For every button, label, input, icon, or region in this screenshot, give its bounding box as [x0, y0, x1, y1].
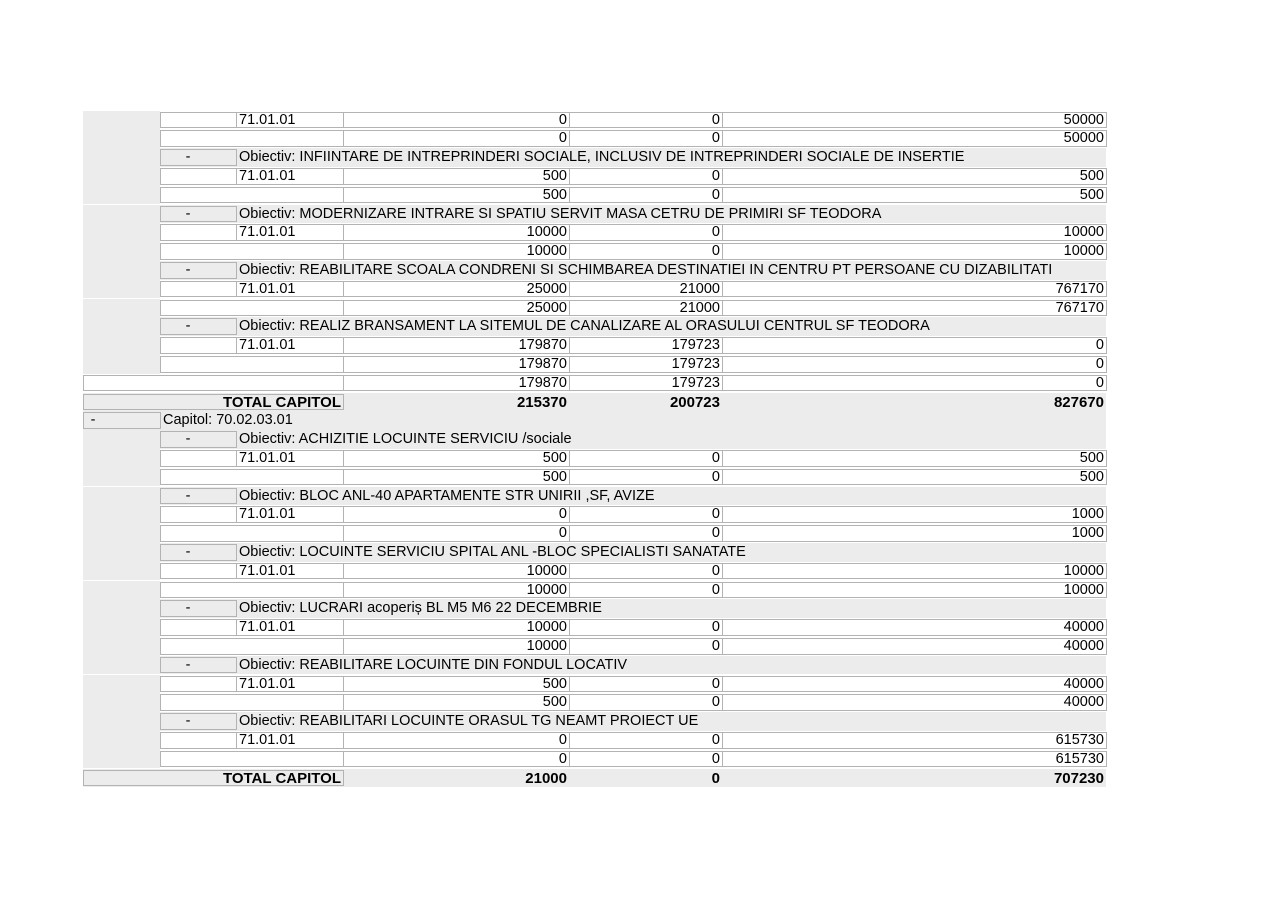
collapse-dash: - [90, 412, 96, 429]
economic-code: 71.01.01 [239, 449, 296, 466]
value-v3: 50000 [1063, 111, 1104, 128]
value-v1: 500 [542, 449, 567, 466]
value-v2: 0 [711, 525, 720, 542]
row-background [83, 750, 160, 769]
code-row [0, 223, 1280, 242]
objective-label: Obiectiv: MODERNIZARE INTRARE SI SPATIU SERVIT MASA CETRU DE PRIMIRI SF TEODORA [239, 205, 882, 222]
value-v1: 500 [542, 186, 567, 203]
value-v1: 10000 [526, 637, 567, 654]
subtotal-label-box [160, 130, 344, 147]
total-value-v2: 200723 [669, 393, 720, 411]
total-value-v2: 0 [711, 769, 720, 787]
code-row [0, 505, 1280, 524]
total-value-v1: 21000 [525, 769, 567, 787]
value-v3: 1000 [1071, 525, 1104, 542]
subtotal-row [0, 524, 1280, 543]
objective-label: Obiectiv: INFIINTARE DE INTREPRINDERI SOCIALE, INCLUSIV DE INTREPRINDERI SOCIALE DE INSERTIE [239, 149, 965, 166]
collapse-dash: - [185, 149, 191, 166]
objective-row [0, 148, 1280, 167]
total-row [0, 393, 1280, 412]
row-background [83, 167, 160, 186]
row-background [83, 618, 160, 637]
value-v3: 40000 [1063, 694, 1104, 711]
row-background [83, 562, 160, 581]
row-background [83, 129, 160, 148]
value-v2: 179723 [671, 374, 720, 391]
collapse-dash: - [185, 261, 191, 278]
subtotal-label-box [160, 525, 344, 542]
collapse-dash: - [185, 656, 191, 673]
blank-cell-box [160, 337, 237, 354]
value-v1: 10000 [526, 619, 567, 636]
code-row [0, 675, 1280, 694]
value-v1: 10000 [526, 562, 567, 579]
row-background [83, 242, 160, 261]
value-v2: 0 [711, 186, 720, 203]
subtotal-label-box [160, 356, 344, 373]
value-v3: 767170 [1055, 280, 1104, 297]
blank-cell-box [160, 224, 237, 241]
total-value-v3: 707230 [1053, 769, 1104, 787]
value-v2: 0 [711, 449, 720, 466]
objective-label: Obiectiv: REABILITARE SCOALA CONDRENI SI SCHIMBAREA DESTINATIEI IN CENTRU PT PERSOANE CU DIZABILITATI [239, 261, 1053, 278]
value-v2: 0 [711, 111, 720, 128]
subtotal-row [0, 242, 1280, 261]
value-v3: 10000 [1063, 581, 1104, 598]
value-v3: 615730 [1055, 731, 1104, 748]
objective-label: Obiectiv: BLOC ANL-40 APARTAMENTE STR UNIRII ,SF, AVIZE [239, 487, 655, 504]
subtotal-label-box [160, 638, 344, 655]
total-label: TOTAL CAPITOL [222, 769, 341, 787]
value-v3: 40000 [1063, 619, 1104, 636]
value-v1: 500 [542, 468, 567, 485]
value-v2: 0 [711, 224, 720, 241]
objective-label: Obiectiv: REABILITARE LOCUINTE DIN FONDUL LOCATIV [239, 656, 628, 673]
economic-code: 71.01.01 [239, 111, 296, 128]
blank-cell-box [160, 168, 237, 185]
objective-row [0, 712, 1280, 731]
objective-label: Obiectiv: LOCUINTE SERVICIU SPITAL ANL -BLOC SPECIALISTI SANATATE [239, 543, 746, 560]
subtotal-row [0, 468, 1280, 487]
value-v1: 179870 [518, 337, 567, 354]
value-v3: 40000 [1063, 675, 1104, 692]
value-v2: 0 [711, 675, 720, 692]
total-value-v3: 827670 [1053, 393, 1104, 411]
row-background [83, 505, 160, 524]
value-v1: 0 [558, 130, 567, 147]
value-v2: 0 [711, 167, 720, 184]
value-v3: 1000 [1071, 506, 1104, 523]
chapter-subtotal-row [0, 374, 1280, 393]
objective-label: Obiectiv: ACHIZITIE LOCUINTE SERVICIU /sociale [239, 431, 572, 448]
value-v2: 179723 [671, 355, 720, 372]
subtotal-label-box [160, 243, 344, 260]
total-row [0, 769, 1280, 788]
blank-cell-box [160, 619, 237, 636]
objective-row [0, 205, 1280, 224]
row-background [83, 355, 160, 374]
economic-code: 71.01.01 [239, 675, 296, 692]
economic-code: 71.01.01 [239, 562, 296, 579]
value-v1: 179870 [518, 355, 567, 372]
blank-cell-box [160, 506, 237, 523]
value-v2: 21000 [679, 299, 720, 316]
subtotal-row [0, 637, 1280, 656]
blank-cell-box [160, 732, 237, 749]
row-background [83, 637, 160, 656]
collapse-dash: - [185, 318, 191, 335]
code-row [0, 111, 1280, 130]
value-v1: 500 [542, 694, 567, 711]
total-value-v1: 215370 [516, 393, 567, 411]
value-v3: 615730 [1055, 750, 1104, 767]
value-v1: 10000 [526, 243, 567, 260]
chapter-label: Capitol: 70.02.03.01 [163, 412, 293, 429]
objective-label: Obiectiv: REALIZ BRANSAMENT LA SITEMUL DE CANALIZARE AL ORASULUI CENTRUL SF TEODORA [239, 318, 930, 335]
code-row [0, 618, 1280, 637]
economic-code: 71.01.01 [239, 619, 296, 636]
objective-row [0, 261, 1280, 280]
row-background [83, 524, 160, 543]
collapse-dash: - [185, 431, 191, 448]
value-v2: 0 [711, 562, 720, 579]
row-background [83, 468, 160, 487]
row-background [83, 111, 160, 130]
value-v1: 0 [558, 525, 567, 542]
blank-cell-box [160, 563, 237, 580]
code-row [0, 562, 1280, 581]
total-label: TOTAL CAPITOL [222, 393, 341, 411]
objective-label: Obiectiv: REABILITARI LOCUINTE ORASUL TG NEAMT PROIECT UE [239, 713, 699, 730]
economic-code: 71.01.01 [239, 280, 296, 297]
objective-row [0, 317, 1280, 336]
value-v1: 0 [558, 731, 567, 748]
value-v1: 10000 [526, 581, 567, 598]
row-background [83, 186, 160, 205]
blank-cell-box [160, 450, 237, 467]
value-v1: 10000 [526, 224, 567, 241]
subtotal-label-box [160, 694, 344, 711]
value-v2: 0 [711, 637, 720, 654]
blank-cell-box [160, 112, 237, 129]
value-v3: 500 [1079, 468, 1104, 485]
row-background [83, 280, 160, 299]
code-row [0, 167, 1280, 186]
value-v3: 50000 [1063, 130, 1104, 147]
row-background [83, 336, 160, 355]
value-v2: 21000 [679, 280, 720, 297]
collapse-dash: - [185, 487, 191, 504]
subtotal-label-box [160, 300, 344, 317]
row-background [83, 581, 160, 600]
value-v3: 500 [1079, 167, 1104, 184]
subtotal-row [0, 299, 1280, 318]
value-v3: 500 [1079, 449, 1104, 466]
row-background [83, 223, 160, 242]
subtotal-row [0, 750, 1280, 769]
economic-code: 71.01.01 [239, 506, 296, 523]
subtotal-label-box [160, 582, 344, 599]
objective-label: Obiectiv: LUCRARI acoperiș BL M5 M6 22 DECEMBRIE [239, 600, 602, 617]
value-v3: 10000 [1063, 224, 1104, 241]
value-v3: 10000 [1063, 243, 1104, 260]
value-v2: 0 [711, 750, 720, 767]
collapse-dash: - [185, 600, 191, 617]
value-v2: 0 [711, 506, 720, 523]
value-v3: 40000 [1063, 637, 1104, 654]
value-v3: 0 [1095, 374, 1104, 391]
value-v1: 25000 [526, 280, 567, 297]
code-row [0, 280, 1280, 299]
subtotal-row [0, 129, 1280, 148]
value-v1: 25000 [526, 299, 567, 316]
value-v3: 0 [1095, 337, 1104, 354]
subtotal-label-box [160, 469, 344, 486]
objective-row [0, 656, 1280, 675]
value-v2: 179723 [671, 337, 720, 354]
value-v3: 767170 [1055, 299, 1104, 316]
subtotal-label-box [160, 187, 344, 204]
subtotal-row [0, 693, 1280, 712]
economic-code: 71.01.01 [239, 337, 296, 354]
economic-code: 71.01.01 [239, 167, 296, 184]
row-background [83, 693, 160, 712]
row-background [83, 675, 160, 694]
economic-code: 71.01.01 [239, 224, 296, 241]
collapse-dash: - [185, 205, 191, 222]
value-v2: 0 [711, 468, 720, 485]
chapter-subtotal-label-box [83, 375, 344, 392]
code-row [0, 336, 1280, 355]
value-v2: 0 [711, 619, 720, 636]
value-v3: 10000 [1063, 562, 1104, 579]
value-v2: 0 [711, 694, 720, 711]
objective-row [0, 599, 1280, 618]
value-v3: 0 [1095, 355, 1104, 372]
blank-cell-box [160, 676, 237, 693]
value-v1: 179870 [518, 374, 567, 391]
chapter-row [0, 411, 1280, 430]
value-v2: 0 [711, 130, 720, 147]
subtotal-row [0, 581, 1280, 600]
value-v1: 0 [558, 750, 567, 767]
value-v1: 500 [542, 675, 567, 692]
collapse-dash: - [185, 713, 191, 730]
value-v2: 0 [711, 243, 720, 260]
row-background [83, 449, 160, 468]
value-v1: 0 [558, 111, 567, 128]
blank-cell-box [160, 281, 237, 298]
row-background [83, 731, 160, 750]
code-row [0, 731, 1280, 750]
value-v2: 0 [711, 731, 720, 748]
code-row [0, 449, 1280, 468]
economic-code: 71.01.01 [239, 731, 296, 748]
subtotal-label-box [160, 751, 344, 768]
objective-row [0, 430, 1280, 449]
value-v3: 500 [1079, 186, 1104, 203]
value-v1: 0 [558, 506, 567, 523]
value-v1: 500 [542, 167, 567, 184]
objective-row [0, 487, 1280, 506]
objective-row [0, 543, 1280, 562]
collapse-dash: - [185, 543, 191, 560]
value-v2: 0 [711, 581, 720, 598]
subtotal-row [0, 186, 1280, 205]
row-background [83, 299, 160, 318]
subtotal-row [0, 355, 1280, 374]
